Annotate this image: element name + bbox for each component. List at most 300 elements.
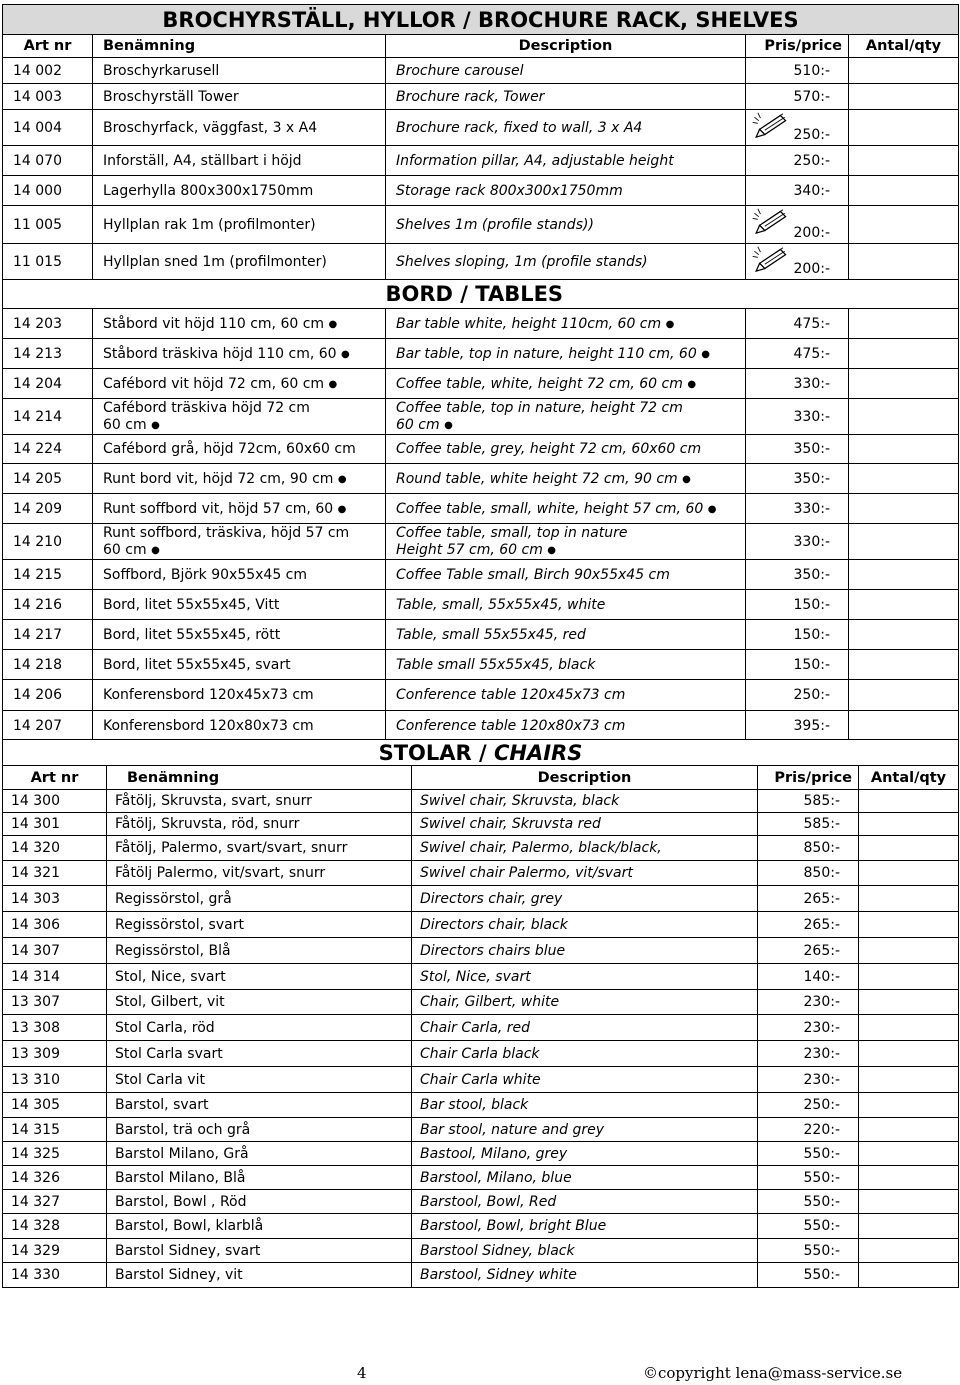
item-qty (859, 964, 959, 990)
item-qty (859, 990, 959, 1015)
price-table-chairs (2, 739, 959, 1288)
item-description: Chair, Gilbert, white (412, 990, 758, 1015)
art-nr: 14 327 (3, 1190, 107, 1214)
item-qty (849, 110, 959, 146)
bullet-icon: ● (337, 503, 347, 515)
pencil-icon (748, 112, 792, 138)
table-row (3, 464, 959, 494)
item-name (93, 309, 386, 339)
art-nr: 14 216 (3, 590, 93, 620)
bullet-icon: ● (151, 544, 160, 556)
item-price: 230:- (758, 1067, 859, 1093)
item-qty (849, 650, 959, 680)
item-name-line: Cafébord grå, höjd 72cm, 60x60 cm (103, 441, 356, 457)
item-name: Barstol Milano, Blå (107, 1166, 412, 1190)
item-price: 230:- (758, 1041, 859, 1067)
item-description-line: Round table, white height 72 cm, 90 cm (396, 470, 678, 487)
item-description: Barstool, Sidney white (412, 1263, 758, 1288)
item-name (93, 339, 386, 369)
item-price: 250:- (746, 146, 849, 176)
item-name: Stol, Nice, svart (107, 964, 412, 990)
item-qty (849, 244, 959, 280)
table-row (3, 1118, 959, 1142)
item-price: 250:- (746, 680, 849, 711)
table-row (3, 1190, 959, 1214)
art-nr: 14 326 (3, 1166, 107, 1190)
item-qty (849, 711, 959, 742)
item-name: Hyllplan rak 1m (profilmonter) (93, 206, 386, 244)
item-price: 570:- (746, 84, 849, 110)
item-qty (859, 912, 959, 938)
item-description (386, 590, 746, 620)
item-price: 340:- (746, 176, 849, 206)
item-price: 220:- (758, 1118, 859, 1142)
tables-rows (3, 309, 959, 742)
item-description: Swivel chair, Palermo, black/black, (412, 836, 758, 861)
item-price: 250:- (758, 1093, 859, 1118)
item-qty (849, 494, 959, 524)
item-price: 850:- (758, 861, 859, 886)
item-description: Barstool, Milano, blue (412, 1166, 758, 1190)
item-description-line: Table small 55x55x45, black (396, 656, 596, 673)
item-name-line: Cafébord träskiva höjd 72 cm (103, 399, 310, 416)
header-art-nr: Art nr (3, 35, 93, 58)
section-title-chairs-a: STOLAR / (378, 740, 495, 765)
item-name (93, 494, 386, 524)
item-qty (859, 1190, 959, 1214)
item-name-line: Bord, litet 55x55x45, svart (103, 656, 291, 673)
table-row (3, 176, 959, 206)
art-nr: 14 206 (3, 680, 93, 711)
item-description: Shelves 1m (profile stands)) (386, 206, 746, 244)
item-description: Brochure rack, fixed to wall, 3 x A4 (386, 110, 746, 146)
art-nr: 14 300 (3, 790, 107, 813)
item-description (386, 680, 746, 711)
item-description (386, 464, 746, 494)
item-name (93, 435, 386, 464)
art-nr: 14 325 (3, 1142, 107, 1166)
art-nr: 14 224 (3, 435, 93, 464)
item-description-line: Table, small, 55x55x45, white (396, 596, 606, 613)
item-price: 265:- (758, 886, 859, 912)
item-name (93, 560, 386, 590)
item-name: Fåtölj Palermo, vit/svart, snurr (107, 861, 412, 886)
item-description: Brochure rack, Tower (386, 84, 746, 110)
table-row (3, 1239, 959, 1263)
item-name: Barstol, trä och grå (107, 1118, 412, 1142)
item-description: Bar stool, nature and grey (412, 1118, 758, 1142)
item-qty (859, 886, 959, 912)
table-row (3, 1093, 959, 1118)
header-name: Benämning (107, 766, 412, 790)
item-qty (849, 309, 959, 339)
item-price: 550:- (758, 1166, 859, 1190)
item-name-line: Ståbord vit höjd 110 cm, 60 cm (103, 315, 325, 332)
item-name: Barstol, Bowl, klarblå (107, 1214, 412, 1239)
bullet-icon: ● (337, 473, 347, 485)
item-price: 550:- (758, 1142, 859, 1166)
item-qty (849, 339, 959, 369)
item-description (386, 711, 746, 742)
item-qty (849, 399, 959, 435)
item-description: Directors chair, black (412, 912, 758, 938)
art-nr: 13 308 (3, 1015, 107, 1041)
item-price: 350:- (746, 560, 849, 590)
item-description (386, 339, 746, 369)
item-name: Barstol, svart (107, 1093, 412, 1118)
art-nr: 11 015 (3, 244, 93, 280)
table-row (3, 990, 959, 1015)
item-name: Fåtölj, Skruvsta, röd, snurr (107, 813, 412, 836)
item-description: Directors chair, grey (412, 886, 758, 912)
item-price: 150:- (746, 590, 849, 620)
page-title: BROCHYRSTÄLL, HYLLOR / BROCHURE RACK, SHELVES (3, 5, 959, 35)
item-description: Bastool, Milano, grey (412, 1142, 758, 1166)
bullet-icon: ● (328, 378, 338, 390)
item-description: Chair Carla black (412, 1041, 758, 1067)
item-description: Information pillar, A4, adjustable height (386, 146, 746, 176)
item-qty (859, 790, 959, 813)
table-row (3, 309, 959, 339)
item-description-line: Coffee Table small, Birch 90x55x45 cm (396, 566, 670, 583)
item-qty (849, 84, 959, 110)
table-row (3, 399, 959, 435)
item-name (93, 620, 386, 650)
item-qty (859, 938, 959, 964)
item-qty (849, 146, 959, 176)
table-row (3, 861, 959, 886)
item-qty (859, 1214, 959, 1239)
item-qty (849, 58, 959, 84)
art-nr: 14 205 (3, 464, 93, 494)
item-qty (849, 176, 959, 206)
art-nr: 14 213 (3, 339, 93, 369)
item-description-line: Bar table white, height 110cm, 60 cm (396, 315, 662, 332)
price-table-racks-tables (2, 4, 959, 742)
item-name-line: Bord, litet 55x55x45, Vitt (103, 596, 280, 613)
art-nr: 14 003 (3, 84, 93, 110)
item-name: Lagerhylla 800x300x1750mm (93, 176, 386, 206)
art-nr: 14 330 (3, 1263, 107, 1288)
table-row (3, 620, 959, 650)
item-description-line-2: Height 57 cm, 60 cm (396, 541, 543, 558)
item-name: Barstol Sidney, vit (107, 1263, 412, 1288)
table-row (3, 206, 959, 244)
item-name-line: Soffbord, Björk 90x55x45 cm (103, 566, 308, 583)
table-row (3, 650, 959, 680)
item-description: Swivel chair Palermo, vit/svart (412, 861, 758, 886)
table-row (3, 1142, 959, 1166)
item-price: 510:- (746, 58, 849, 84)
item-name: Fåtölj, Skruvsta, svart, snurr (107, 790, 412, 813)
item-name: Barstol Sidney, svart (107, 1239, 412, 1263)
table-row (3, 790, 959, 813)
table-row (3, 711, 959, 742)
item-description-line: Coffee table, small, top in nature (396, 524, 628, 541)
item-name (93, 524, 386, 560)
item-price: 330:- (746, 369, 849, 399)
table-row (3, 964, 959, 990)
item-price: 200:- (793, 261, 830, 277)
table-row (3, 146, 959, 176)
item-qty (849, 464, 959, 494)
art-nr: 14 207 (3, 711, 93, 742)
item-qty (859, 1015, 959, 1041)
item-description-line: Coffee table, white, height 72 cm, 60 cm (396, 375, 683, 392)
table-row (3, 912, 959, 938)
table-row (3, 560, 959, 590)
item-name (93, 680, 386, 711)
item-qty (859, 861, 959, 886)
bullet-icon: ● (707, 503, 717, 515)
item-description (386, 369, 746, 399)
table-row (3, 339, 959, 369)
art-nr: 14 320 (3, 836, 107, 861)
item-price: 550:- (758, 1214, 859, 1239)
item-price: 140:- (758, 964, 859, 990)
page-number: 4 (357, 1364, 367, 1382)
item-name (93, 650, 386, 680)
item-qty (859, 813, 959, 836)
item-qty (859, 1142, 959, 1166)
bullet-icon: ● (701, 348, 710, 360)
art-nr: 14 301 (3, 813, 107, 836)
item-name-line: Konferensbord 120x80x73 cm (103, 718, 314, 734)
item-name-line: Cafébord vit höjd 72 cm, 60 cm (103, 375, 325, 392)
header-qty: Antal/qty (849, 35, 959, 58)
item-qty (859, 1118, 959, 1142)
header-description: Description (386, 35, 746, 58)
table-row (3, 435, 959, 464)
item-price: 330:- (746, 399, 849, 435)
bullet-icon: ● (682, 473, 691, 485)
table-row (3, 244, 959, 280)
item-description-line: Coffee table, small, white, height 57 cm, 60 (396, 500, 704, 517)
item-description: Swivel chair, Skruvsta, black (412, 790, 758, 813)
art-nr: 14 315 (3, 1118, 107, 1142)
art-nr: 14 307 (3, 938, 107, 964)
header-art-nr: Art nr (3, 766, 107, 790)
item-price: 350:- (746, 464, 849, 494)
item-name-line: Runt soffbord vit, höjd 57 cm, 60 (103, 500, 334, 517)
item-description: Barstool, Bowl, Red (412, 1190, 758, 1214)
item-description: Barstool, Bowl, bright Blue (412, 1214, 758, 1239)
bullet-icon: ● (547, 544, 557, 556)
table-row (3, 886, 959, 912)
item-name-line-2: 60 cm (103, 541, 147, 558)
item-description: Chair Carla, red (412, 1015, 758, 1041)
table-row (3, 84, 959, 110)
item-description (386, 650, 746, 680)
art-nr: 14 002 (3, 58, 93, 84)
chairs-rows (3, 790, 959, 1288)
art-nr: 14 321 (3, 861, 107, 886)
item-price: 265:- (758, 938, 859, 964)
item-price-cell (746, 110, 849, 146)
racks-rows (3, 58, 959, 280)
item-qty (859, 1093, 959, 1118)
item-description-line: Conference table 120x45x73 cm (396, 687, 626, 703)
item-name: Stol Carla svart (107, 1041, 412, 1067)
header-qty: Antal/qty (859, 766, 959, 790)
item-description: Stol, Nice, svart (412, 964, 758, 990)
item-description-line: Coffee table, grey, height 72 cm, 60x60 cm (396, 441, 702, 457)
bullet-icon: ● (687, 378, 697, 390)
table-row (3, 680, 959, 711)
item-name: Barstol, Bowl , Röd (107, 1190, 412, 1214)
art-nr: 14 203 (3, 309, 93, 339)
header-price: Pris/price (758, 766, 859, 790)
pencil-icon (748, 208, 792, 234)
item-description-line-2: 60 cm (396, 416, 440, 433)
item-qty (859, 836, 959, 861)
item-qty (849, 369, 959, 399)
table-row (3, 836, 959, 861)
item-price: 150:- (746, 650, 849, 680)
item-name (93, 464, 386, 494)
item-description (386, 435, 746, 464)
item-price: 230:- (758, 1015, 859, 1041)
item-description-line: Conference table 120x80x73 cm (396, 718, 626, 734)
item-price: 475:- (746, 309, 849, 339)
item-price: 550:- (758, 1263, 859, 1288)
item-name-line: Runt bord vit, höjd 72 cm, 90 cm (103, 470, 334, 487)
item-description: Brochure carousel (386, 58, 746, 84)
item-description: Storage rack 800x300x1750mm (386, 176, 746, 206)
table-row (3, 1041, 959, 1067)
item-description (386, 494, 746, 524)
item-name (93, 399, 386, 435)
item-name: Broschyrställ Tower (93, 84, 386, 110)
table-row (3, 524, 959, 560)
pencil-icon (748, 246, 792, 272)
art-nr: 14 314 (3, 964, 107, 990)
item-name-line: Runt soffbord, träskiva, höjd 57 cm (103, 524, 350, 541)
item-description: Chair Carla white (412, 1067, 758, 1093)
item-qty (859, 1263, 959, 1288)
item-price: 350:- (746, 435, 849, 464)
art-nr: 11 005 (3, 206, 93, 244)
item-name: Broschyrkarusell (93, 58, 386, 84)
bullet-icon: ● (328, 318, 338, 330)
item-description-line: Table, small 55x55x45, red (396, 626, 586, 643)
header-description: Description (412, 766, 758, 790)
art-nr: 13 310 (3, 1067, 107, 1093)
item-name-line: Ståbord träskiva höjd 110 cm, 60 (103, 345, 337, 362)
item-qty (849, 435, 959, 464)
item-name: Hyllplan sned 1m (profilmonter) (93, 244, 386, 280)
art-nr: 14 303 (3, 886, 107, 912)
bullet-icon: ● (151, 419, 160, 431)
item-description (386, 620, 746, 650)
item-qty (849, 680, 959, 711)
item-price: 550:- (758, 1190, 859, 1214)
item-name: Regissörstol, svart (107, 912, 412, 938)
bullet-icon: ● (665, 318, 675, 330)
item-description-line: Bar table, top in nature, height 110 cm, 60 (396, 345, 697, 362)
art-nr: 14 000 (3, 176, 93, 206)
item-name: Barstol Milano, Grå (107, 1142, 412, 1166)
item-description-line: Coffee table, top in nature, height 72 cm (396, 399, 683, 416)
item-description (386, 560, 746, 590)
art-nr: 13 307 (3, 990, 107, 1015)
item-price: 250:- (793, 127, 830, 143)
item-qty (859, 1166, 959, 1190)
item-price: 850:- (758, 836, 859, 861)
item-name: Broschyrfack, väggfast, 3 x A4 (93, 110, 386, 146)
item-description (386, 524, 746, 560)
table-row (3, 494, 959, 524)
table-row (3, 590, 959, 620)
item-description: Swivel chair, Skruvsta red (412, 813, 758, 836)
art-nr: 14 210 (3, 524, 93, 560)
art-nr: 14 218 (3, 650, 93, 680)
table-row (3, 813, 959, 836)
item-price: 330:- (746, 524, 849, 560)
item-description (386, 399, 746, 435)
header-price: Pris/price (746, 35, 849, 58)
art-nr: 14 217 (3, 620, 93, 650)
art-nr: 14 306 (3, 912, 107, 938)
art-nr: 14 214 (3, 399, 93, 435)
table-row (3, 1166, 959, 1190)
item-description: Shelves sloping, 1m (profile stands) (386, 244, 746, 280)
table-row (3, 938, 959, 964)
item-price: 330:- (746, 494, 849, 524)
table-row (3, 1263, 959, 1288)
art-nr: 14 329 (3, 1239, 107, 1263)
item-name (93, 711, 386, 742)
item-name: Fåtölj, Palermo, svart/svart, snurr (107, 836, 412, 861)
item-qty (859, 1239, 959, 1263)
item-price: 475:- (746, 339, 849, 369)
art-nr: 14 305 (3, 1093, 107, 1118)
item-price: 265:- (758, 912, 859, 938)
table-row (3, 110, 959, 146)
table-row (3, 369, 959, 399)
item-name-line: Bord, litet 55x55x45, rött (103, 626, 281, 643)
item-name-line-2: 60 cm (103, 416, 147, 433)
item-name: Inforställ, A4, ställbart i höjd (93, 146, 386, 176)
art-nr: 14 209 (3, 494, 93, 524)
bullet-icon: ● (444, 419, 453, 431)
bullet-icon: ● (341, 348, 350, 360)
item-price-cell (746, 244, 849, 280)
item-name: Regissörstol, Blå (107, 938, 412, 964)
item-name: Stol Carla vit (107, 1067, 412, 1093)
item-name-line: Konferensbord 120x45x73 cm (103, 687, 314, 703)
item-name (93, 369, 386, 399)
section-title-chairs (3, 740, 959, 766)
item-price: 200:- (793, 225, 830, 241)
item-description: Directors chairs blue (412, 938, 758, 964)
item-qty (849, 590, 959, 620)
copyright: ©copyright lena@mass-service.se (643, 1364, 903, 1382)
item-qty (849, 206, 959, 244)
art-nr: 14 204 (3, 369, 93, 399)
item-price: 550:- (758, 1239, 859, 1263)
item-price: 585:- (758, 813, 859, 836)
item-qty (859, 1067, 959, 1093)
item-qty (849, 524, 959, 560)
art-nr: 14 215 (3, 560, 93, 590)
item-price: 395:- (746, 711, 849, 742)
table-row (3, 1015, 959, 1041)
item-description: Barstool Sidney, black (412, 1239, 758, 1263)
item-name: Regissörstol, grå (107, 886, 412, 912)
section-title-chairs-b: CHAIRS (494, 740, 583, 765)
item-name: Stol, Gilbert, vit (107, 990, 412, 1015)
